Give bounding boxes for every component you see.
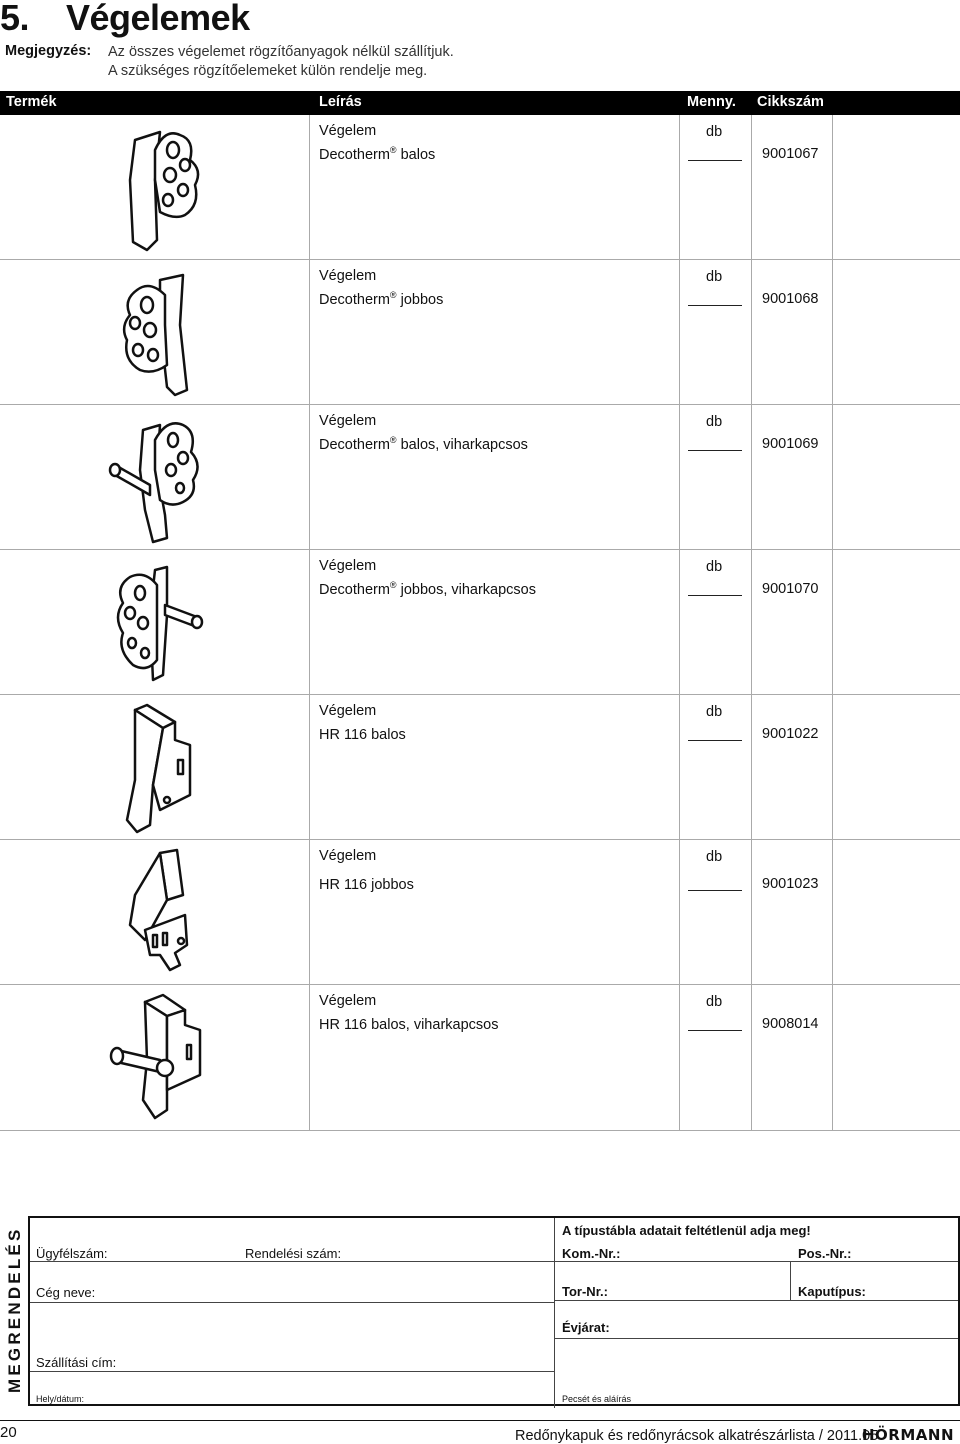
- table-row: [0, 260, 960, 405]
- item-name: Végelem: [319, 848, 377, 864]
- hr116-left-storm-end-piece-icon: [105, 990, 215, 1125]
- quantity-unit: db: [706, 849, 723, 865]
- page-number: 20: [0, 1424, 17, 1441]
- delivery-address-field[interactable]: Szállítási cím:: [36, 1355, 117, 1370]
- article-number: 9001070: [762, 581, 819, 597]
- order-form-box: [28, 1216, 960, 1406]
- col-product: Termék: [6, 94, 57, 110]
- door-type-field[interactable]: Kaputípus:: [798, 1284, 866, 1299]
- quantity-input-line[interactable]: [688, 450, 742, 451]
- decotherm-left-storm-end-piece-icon: [105, 410, 215, 545]
- decotherm-right-storm-end-piece-icon: [105, 555, 215, 690]
- table-row: [0, 405, 960, 550]
- company-name-field[interactable]: Cég neve:: [36, 1285, 96, 1300]
- article-number: 9001022: [762, 726, 819, 742]
- item-name: Végelem: [319, 123, 377, 139]
- item-name: Végelem: [319, 558, 377, 574]
- hormann-logo: HÖRMANN: [862, 1426, 954, 1444]
- kom-nr-field[interactable]: Kom.-Nr.:: [562, 1246, 621, 1261]
- decotherm-left-end-piece-icon: [105, 120, 215, 255]
- article-number: 9008014: [762, 1016, 819, 1032]
- item-name: Végelem: [319, 413, 377, 429]
- table-header: [0, 91, 960, 115]
- note-line-2: A szükséges rögzítőelemeket külön rendelje meg.: [108, 63, 428, 79]
- section-number: 5.: [0, 0, 30, 38]
- document-title: Redőnykapuk és redőnyrácsok alkatrészárlista / 2011.05: [515, 1428, 879, 1444]
- col-article-number: Cikkszám: [757, 94, 824, 110]
- item-description: HR 116 balos, viharkapcsos: [319, 1016, 499, 1033]
- quantity-input-line[interactable]: [688, 595, 742, 596]
- table-row: [0, 695, 960, 840]
- quantity-unit: db: [706, 994, 723, 1010]
- article-number: 9001068: [762, 291, 819, 307]
- order-form: [0, 1216, 960, 1406]
- footer-rule: [0, 1420, 960, 1421]
- section-title: Végelemek: [66, 0, 250, 38]
- table-row: [0, 115, 960, 260]
- item-description: Decotherm® balos, viharkapcsos: [319, 435, 528, 453]
- stamp-signature-field[interactable]: Pecsét és aláírás: [562, 1394, 632, 1404]
- quantity-input-line[interactable]: [688, 740, 742, 741]
- quantity-unit: db: [706, 124, 723, 140]
- place-date-field[interactable]: Hely/dátum:: [36, 1394, 85, 1404]
- item-description: HR 116 jobbos: [319, 876, 414, 893]
- customer-number-field[interactable]: Ügyfélszám:: [36, 1246, 108, 1261]
- item-name: Végelem: [319, 703, 377, 719]
- table-row: [0, 985, 960, 1130]
- article-number: 9001069: [762, 436, 819, 452]
- item-name: Végelem: [319, 993, 377, 1009]
- quantity-input-line[interactable]: [688, 160, 742, 161]
- hr116-right-end-piece-icon: [105, 845, 215, 980]
- note-label: Megjegyzés:: [5, 43, 92, 59]
- table-row: [0, 550, 960, 695]
- table-row: [0, 840, 960, 985]
- quantity-unit: db: [706, 269, 723, 285]
- hr116-left-end-piece-icon: [105, 700, 215, 835]
- quantity-unit: db: [706, 414, 723, 430]
- item-description: HR 116 balos: [319, 726, 406, 743]
- note-text: [108, 43, 454, 81]
- quantity-unit: db: [706, 559, 723, 575]
- note-line-1: Az összes végelemet rögzítőanyagok nélkül szállítjuk.: [108, 44, 454, 60]
- quantity-input-line[interactable]: [688, 305, 742, 306]
- nameplate-note: A típustábla adatait feltétlenül adja meg!: [562, 1223, 811, 1238]
- table-end-line: [0, 1130, 960, 1131]
- tor-nr-field[interactable]: Tor-Nr.:: [562, 1284, 608, 1299]
- order-number-field[interactable]: Rendelési szám:: [245, 1246, 342, 1261]
- quantity-input-line[interactable]: [688, 1030, 742, 1031]
- item-description: Decotherm® jobbos: [319, 290, 444, 308]
- quantity-unit: db: [706, 704, 723, 720]
- article-number: 9001067: [762, 146, 819, 162]
- item-description: Decotherm® balos: [319, 145, 436, 163]
- year-field[interactable]: Évjárat:: [562, 1320, 610, 1335]
- quantity-input-line[interactable]: [688, 890, 742, 891]
- col-description: Leírás: [319, 94, 362, 110]
- pos-nr-field[interactable]: Pos.-Nr.:: [798, 1246, 852, 1261]
- order-form-side-label: MEGRENDELÉS: [5, 1226, 24, 1393]
- article-number: 9001023: [762, 876, 819, 892]
- decotherm-right-end-piece-icon: [105, 265, 215, 400]
- page-title: [0, 0, 250, 38]
- item-name: Végelem: [319, 268, 377, 284]
- item-description: Decotherm® jobbos, viharkapcsos: [319, 580, 536, 598]
- col-quantity: Menny.: [687, 94, 736, 110]
